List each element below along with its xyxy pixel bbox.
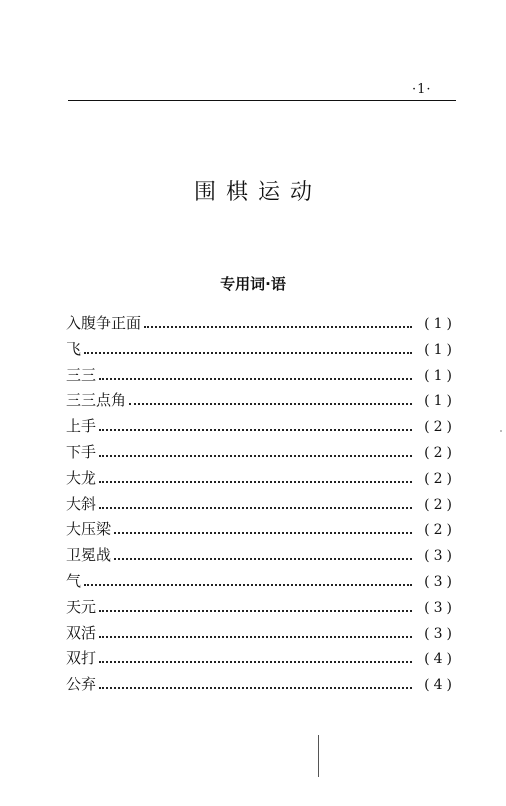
toc-term: 入腹争正面: [66, 314, 142, 332]
toc-entry[interactable]: [66, 415, 456, 441]
page-number: ·1·: [412, 82, 432, 97]
binding-gutter-line: [318, 735, 319, 777]
toc-entry[interactable]: [66, 441, 456, 467]
toc-page-ref: (3): [424, 599, 456, 616]
toc-entry[interactable]: [66, 647, 456, 673]
dot-leader: [84, 352, 412, 354]
toc-term: 大斜: [66, 494, 97, 513]
dot-leader: [99, 687, 412, 689]
toc-page-ref: (2): [424, 470, 456, 487]
toc-page-ref: (4): [424, 677, 456, 694]
scan-speck: [500, 430, 502, 432]
toc-term: 双打: [66, 649, 97, 668]
toc-entry[interactable]: [66, 312, 456, 338]
toc-entry[interactable]: [66, 364, 456, 390]
dot-leader: [84, 584, 412, 586]
toc-entry[interactable]: [66, 467, 456, 493]
toc-entry[interactable]: [66, 518, 456, 544]
dot-leader: [114, 558, 412, 560]
dot-leader: [99, 378, 412, 380]
toc-page-ref: (2): [424, 496, 456, 513]
dot-leader: [99, 636, 412, 638]
dot-leader: [99, 661, 412, 663]
toc-page-ref: (1): [424, 341, 456, 358]
toc-entry[interactable]: [66, 389, 456, 415]
toc-entry[interactable]: [66, 493, 456, 519]
toc-entry[interactable]: [66, 338, 456, 364]
toc-term: 天元: [66, 597, 97, 616]
toc-entry[interactable]: [66, 622, 456, 648]
dot-leader: [99, 455, 412, 457]
toc-page-ref: (1): [424, 316, 456, 332]
page-title: 围棋运动: [193, 180, 322, 205]
toc-page-ref: (3): [424, 573, 456, 590]
toc-page-ref: (3): [424, 548, 456, 565]
toc-entry[interactable]: [66, 673, 456, 699]
toc-term: 三三: [66, 365, 97, 384]
section-heading: 专用词·语: [220, 275, 286, 293]
dot-leader: [99, 610, 412, 612]
toc-page-ref: (2): [424, 419, 456, 436]
toc-term: 下手: [66, 442, 97, 461]
dot-leader: [114, 532, 412, 534]
toc-term: 公弃: [66, 675, 97, 694]
toc-entry[interactable]: [66, 570, 456, 596]
table-of-contents: [66, 312, 456, 699]
toc-page-ref: (3): [424, 625, 456, 642]
dot-leader: [99, 429, 412, 431]
toc-term: 卫冕战: [66, 546, 112, 565]
toc-term: 双活: [66, 623, 97, 642]
toc-term: 三三点角: [66, 391, 127, 410]
toc-term: 大压梁: [66, 520, 112, 539]
toc-page-ref: (2): [424, 444, 456, 461]
toc-page-ref: (2): [424, 522, 456, 539]
toc-entry[interactable]: [66, 596, 456, 622]
dot-leader: [129, 403, 412, 405]
dot-leader: [99, 481, 412, 483]
toc-term: 大龙: [66, 468, 97, 487]
toc-entry[interactable]: [66, 544, 456, 570]
toc-page-ref: (1): [424, 367, 456, 384]
header-rule: [68, 100, 456, 101]
dot-leader: [144, 326, 412, 328]
toc-term: 气: [66, 571, 82, 590]
toc-term: 飞: [66, 339, 82, 358]
toc-page-ref: (4): [424, 651, 456, 668]
toc-term: 上手: [66, 417, 97, 436]
dot-leader: [99, 507, 412, 509]
toc-page-ref: (1): [424, 393, 456, 410]
